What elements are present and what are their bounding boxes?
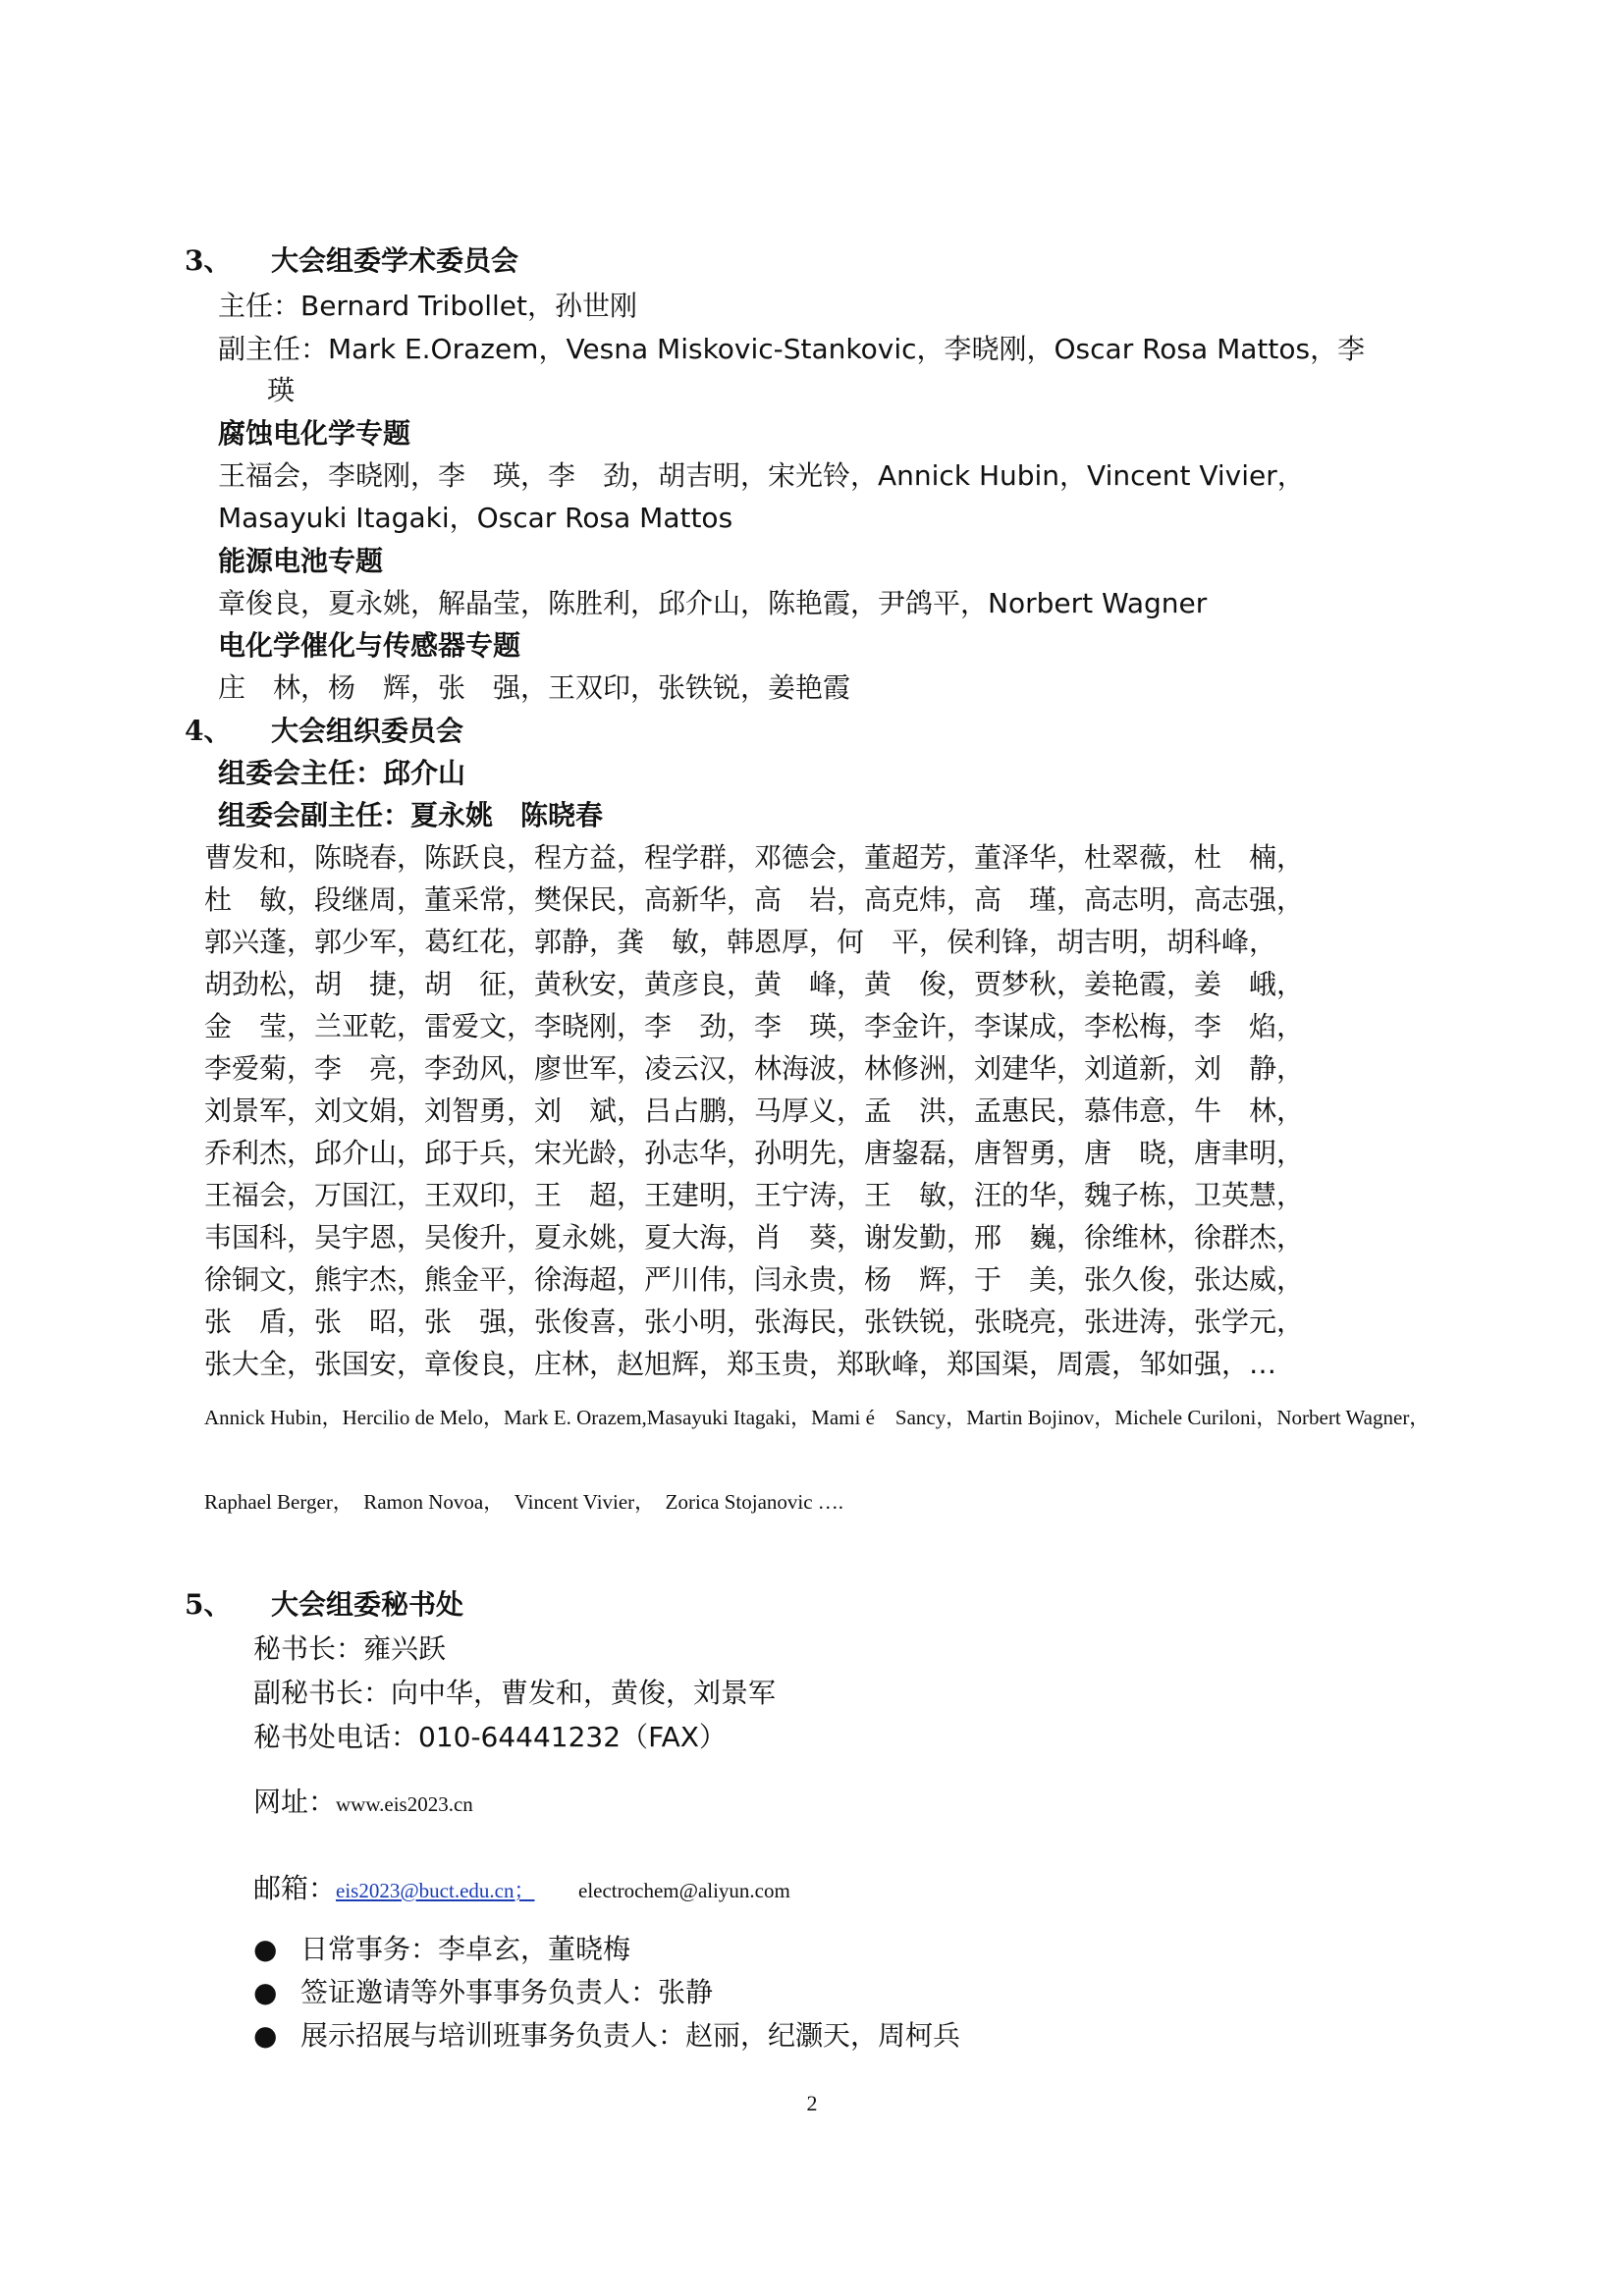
secretary-general: 秘书长：雍兴跃 <box>253 1632 447 1665</box>
topic-catalysis-members: 庄 林，杨 辉，张 强，王双印，张铁锐，姜艳霞 <box>218 671 851 704</box>
topic-corrosion-members: 王福会，李晓刚，李 瑛，李 劲，胡吉明，宋光铃，Annick Hubin，Vincent Vivier， <box>218 459 1305 492</box>
section-title: 大会组委秘书处 <box>271 1588 464 1621</box>
bullet-text: 签证邀请等外事事务负责人：张静 <box>300 1976 714 2008</box>
bullet-icon: ● <box>253 2019 278 2052</box>
topic-corrosion-title: 腐蚀电化学专题 <box>218 417 411 450</box>
organizing-committee-vice-chair: 组委会副主任：夏永姚 陈晓春 <box>218 799 604 831</box>
member-list-line: 乔利杰，邱介山，邱于兵，宋光龄，孙志华，孙明先，唐鋆磊，唐智勇，唐 晓，唐聿明， <box>204 1137 1305 1169</box>
member-list-line: 胡劲松，胡 捷，胡 征，黄秋安，黄彦良，黄 峰，黄 俊，贾梦秋，姜艳霞，姜 峨， <box>204 968 1305 1000</box>
website-row <box>253 1783 473 1824</box>
email-label: 邮箱： <box>253 1872 337 1904</box>
secretariat-phone: 秘书处电话：010-64441232（FAX） <box>253 1721 727 1753</box>
bullet-item <box>253 2016 960 2056</box>
website-link[interactable]: www.eis2023.cn <box>336 1792 473 1816</box>
bullet-text: 日常事务：李卓玄，董晓梅 <box>300 1933 631 1965</box>
section-5-heading <box>185 1585 463 1625</box>
section-number: 3、 <box>185 244 232 277</box>
section-title: 大会组委学术委员会 <box>271 244 519 277</box>
academic-committee-chair: 主任：Bernard Tribollet，孙世刚 <box>218 290 638 322</box>
bullet-icon: ● <box>253 1933 278 1965</box>
section-3-heading <box>185 241 518 281</box>
academic-committee-vice-chair-cont: 瑛 <box>267 374 296 406</box>
website-label: 网址： <box>253 1786 337 1818</box>
topic-energy-members: 章俊良，夏永姚，解晶莹，陈胜利，邱介山，陈艳霞，尹鸽平，Norbert Wagner <box>218 587 1208 619</box>
international-members-cont: Raphael Berger， Ramon Novoa， Vincent Vivier， Zorica Stojanovic …. <box>204 1490 844 1514</box>
bullet-icon: ● <box>253 1976 278 2008</box>
section-4-heading <box>185 712 463 751</box>
deputy-secretary-general: 副秘书长：向中华，曹发和，黄俊，刘景军 <box>253 1677 777 1709</box>
academic-committee-vice-chair: 副主任：Mark E.Orazem，Vesna Miskovic-Stankovic，李晓刚，Oscar Rosa Mattos，李 <box>218 333 1366 365</box>
topic-energy-title: 能源电池专题 <box>218 545 384 577</box>
topic-catalysis-title: 电化学催化与传感器专题 <box>218 629 521 662</box>
section-title: 大会组织委员会 <box>271 715 464 747</box>
topic-corrosion-members-cont: Masayuki Itagaki，Oscar Rosa Mattos <box>218 502 733 534</box>
member-list-line: 刘景军，刘文娟，刘智勇，刘 斌，吕占鹏，马厚义，孟 洪，孟惠民，慕伟意，牛 林， <box>204 1095 1305 1127</box>
member-list-line: 郭兴蓬，郭少军，葛红花，郭静，龚 敏，韩恩厚，何 平，侯利锋，胡吉明，胡科峰， <box>204 926 1277 958</box>
member-list-line: 张 盾，张 昭，张 强，张俊喜，张小明，张海民，张铁锐，张晓亮，张进涛，张学元， <box>204 1306 1305 1338</box>
member-list-line: 王福会，万国江，王双印，王 超，王建明，王宁涛，王 敏，汪的华，魏子栋，卫英慧， <box>204 1179 1305 1211</box>
email-link-secondary[interactable]: electrochem@aliyun.com <box>578 1879 790 1902</box>
international-members: Annick Hubin，Hercilio de Melo，Mark E. Orazem,Masayuki Itagaki，Mami é Sancy，Martin Bojinov，Michele Curiloni，Norbert Wagner， <box>204 1406 1431 1429</box>
page-number: 2 <box>806 2091 818 2115</box>
bullet-item <box>253 1973 713 2012</box>
bullet-text: 展示招展与培训班事务负责人：赵丽，纪灏天，周柯兵 <box>300 2019 961 2052</box>
member-list-line: 金 莹，兰亚乾，雷爱文，李晓刚，李 劲，李 瑛，李金许，李谋成，李松梅，李 焰， <box>204 1010 1305 1042</box>
email-link-primary[interactable]: eis2023@buct.edu.cn； <box>336 1879 535 1902</box>
bullet-item <box>253 1930 630 1969</box>
organizing-committee-chair: 组委会主任：邱介山 <box>218 757 466 789</box>
member-list-line: 张大全，张国安，章俊良，庄林，赵旭辉，郑玉贵，郑耿峰，郑国渠，周震，邹如强，… <box>204 1348 1277 1380</box>
member-list-line: 韦国科，吴宇恩，吴俊升，夏永姚，夏大海，肖 葵，谢发勤，邢 巍，徐维林，徐群杰， <box>204 1221 1305 1254</box>
member-list-line: 徐铜文，熊宇杰，熊金平，徐海超，严川伟，闫永贵，杨 辉，于 美，张久俊，张达威， <box>204 1263 1305 1296</box>
section-number: 4、 <box>185 715 232 747</box>
member-list-line: 曹发和，陈晓春，陈跃良，程方益，程学群，邓德会，董超芳，董泽华，杜翠薇，杜 楠， <box>204 841 1305 874</box>
member-list-line: 杜 敏，段继周，董采常，樊保民，高新华，高 岩，高克炜，高 瑾，高志明，高志强， <box>204 883 1305 916</box>
section-number: 5、 <box>185 1588 232 1621</box>
member-list-line: 李爱菊，李 亮，李劲风，廖世军，凌云汉，林海波，林修洲，刘建华，刘道新，刘 静， <box>204 1052 1305 1085</box>
email-row <box>253 1869 790 1910</box>
